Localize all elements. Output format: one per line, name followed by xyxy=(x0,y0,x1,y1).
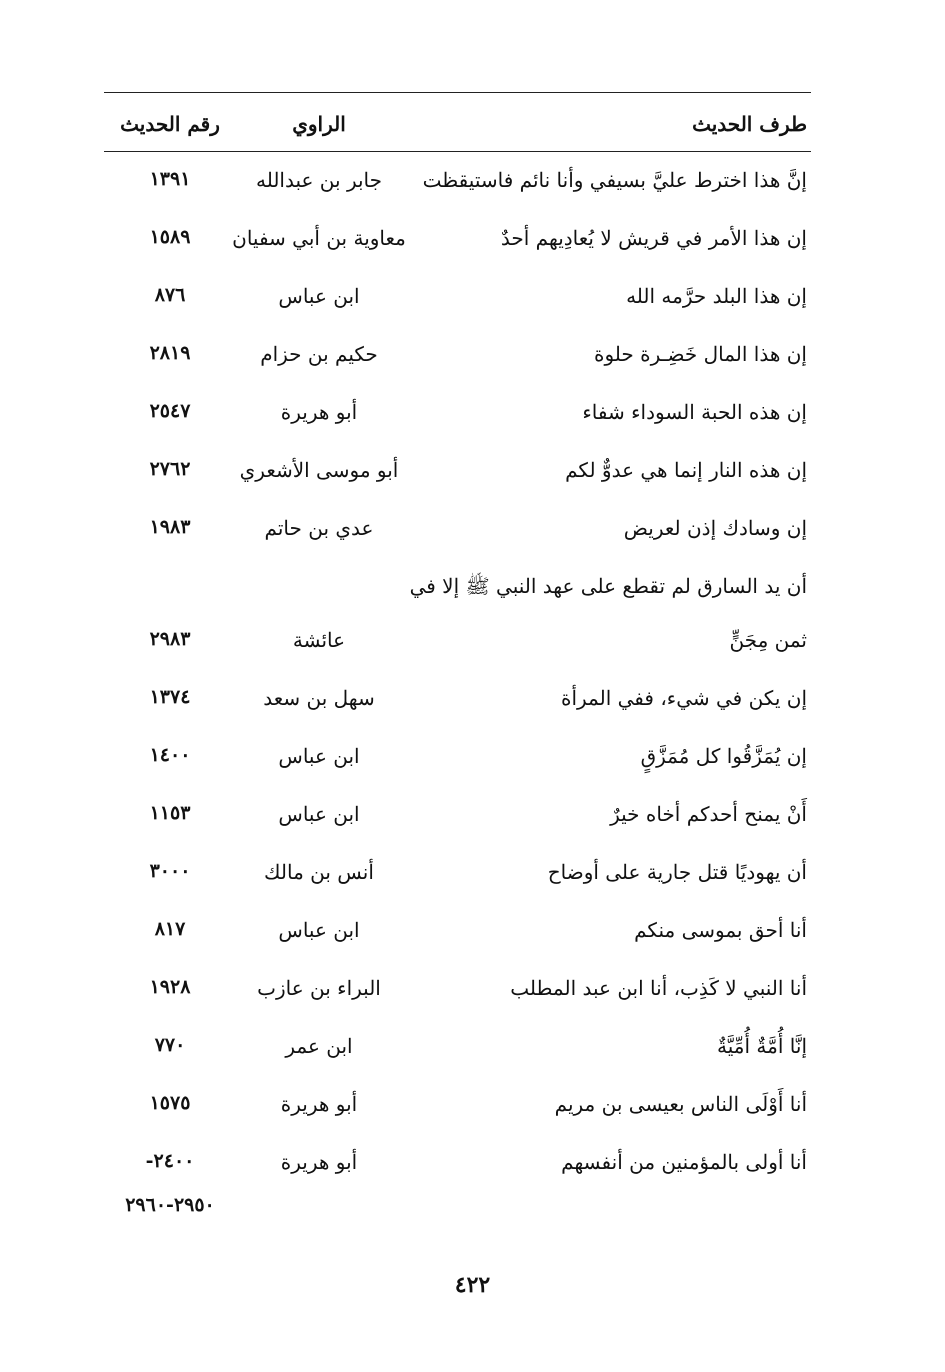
narrator: عدي بن حاتم xyxy=(264,516,374,540)
header-hadith-text: طرف الحديث xyxy=(692,112,807,136)
table-row xyxy=(104,384,811,442)
page-number: ٤٢٢ xyxy=(454,1272,491,1298)
header-narrator: الراوي xyxy=(292,112,346,136)
narrator: أبو موسى الأشعري xyxy=(239,458,399,482)
table-row xyxy=(104,500,811,558)
narrator: ابن عباس xyxy=(278,918,360,942)
hadith-text: إن هذه الحبة السوداء شفاء xyxy=(582,400,807,424)
table-row xyxy=(104,1076,811,1134)
hadith-text: أنا أحق بموسى منكم xyxy=(634,918,807,942)
table-row xyxy=(104,612,811,670)
narrator: أبو هريرة xyxy=(280,400,358,424)
narrator: ابن عمر xyxy=(285,1034,353,1058)
narrator: أنس بن مالك xyxy=(264,860,374,884)
hadith-number: ١٤٠٠ xyxy=(149,744,191,766)
hadith-text: إن هذا المال خَضِـرة حلوة xyxy=(594,342,807,366)
hadith-text: إن هذه النار إنما هي عدوٌّ لكم xyxy=(565,458,807,482)
hadith-number: ١٩٢٨ xyxy=(149,976,191,998)
hadith-number: ١٣٩١ xyxy=(149,168,191,190)
narrator: ابن عباس xyxy=(278,744,360,768)
hadith-text: إن هذا الأمر في قريش لا يُعادِيهم أحدٌ xyxy=(500,226,807,250)
table-row xyxy=(104,268,811,326)
hadith-text: إن يُمَزَّقُوا كل مُمَزَّقٍ xyxy=(640,744,807,768)
hadith-text: أنا النبي لا كَذِب، أنا ابن عبد المطلب xyxy=(510,976,807,1000)
narrator: البراء بن عازب xyxy=(257,976,381,1000)
table-row xyxy=(104,728,811,786)
table-row xyxy=(104,1018,811,1076)
table-row xyxy=(104,1134,811,1192)
table-row xyxy=(104,844,811,902)
hadith-number: ٢٨١٩ xyxy=(149,342,191,364)
narrator: أبو هريرة xyxy=(280,1150,358,1174)
table-row xyxy=(104,442,811,500)
hadith-text: إنَّ هذا اخترط عليَّ بسيفي وأنا نائم فاستيقظت xyxy=(422,168,807,192)
narrator: سهل بن سعد xyxy=(263,686,375,710)
hadith-number: ١١٥٣ xyxy=(149,802,191,824)
hadith-text: أنا أَوْلَى الناس بعيسى بن مريم xyxy=(554,1092,807,1116)
narrator: ابن عباس xyxy=(278,284,360,308)
header-hadith-number: رقم الحديث xyxy=(120,112,220,136)
table-row xyxy=(104,558,811,616)
hadith-text: أن يد السارق لم تقطع على عهد النبي ﷺ إلا في xyxy=(409,574,807,598)
hadith-text: أَنْ يمنح أحدكم أخاه خيرٌ xyxy=(610,802,807,826)
hadith-text: إنَّا أُمَّةٌ أُمِّيَّةٌ xyxy=(717,1034,807,1058)
narrator: أبو هريرة xyxy=(280,1092,358,1116)
hadith-number: ٨٧٦ xyxy=(154,284,186,306)
hadith-number: ١٩٨٣ xyxy=(149,516,191,538)
table-row xyxy=(104,152,811,210)
table-row xyxy=(104,670,811,728)
hadith-number: ٣٠٠٠ xyxy=(149,860,191,882)
hadith-number: ٢٩٨٣ xyxy=(149,628,191,650)
table-row xyxy=(104,210,811,268)
hadith-text: أنا أولى بالمؤمنين من أنفسهم xyxy=(561,1150,807,1174)
hadith-number: ٨١٧ xyxy=(154,918,186,940)
hadith-number: ١٥٧٥ xyxy=(149,1092,191,1114)
table-header xyxy=(104,106,811,146)
narrator: ابن عباس xyxy=(278,802,360,826)
hadith-number: ٧٧٠ xyxy=(154,1034,186,1056)
hadith-number: ٢٧٦٢ xyxy=(149,458,191,480)
hadith-number: ١٥٨٩ xyxy=(149,226,191,248)
hadith-number: ٢٤٠٠- xyxy=(145,1150,195,1172)
hadith-number: ١٣٧٤ xyxy=(149,686,191,708)
table-row xyxy=(104,902,811,960)
table-row xyxy=(104,960,811,1018)
hadith-text: ثمن مِجَنٍّ xyxy=(729,628,807,652)
hadith-text: إن وسادك إذن لعريض xyxy=(623,516,807,540)
hadith-number: ٢٥٤٧ xyxy=(149,400,191,422)
hadith-text: إن يكن في شيء، ففي المرأة xyxy=(560,686,807,710)
continued-hadith-numbers: ٢٩٥٠-٢٩٦٠ xyxy=(125,1194,215,1216)
hadith-text: إن هذا البلد حرَّمه الله xyxy=(626,284,807,308)
narrator: جابر بن عبدالله xyxy=(255,168,383,192)
narrator: معاوية بن أبي سفيان xyxy=(232,226,406,250)
top-rule xyxy=(104,92,811,93)
hadith-text: أن يهوديًا قتل جارية على أوضاح xyxy=(547,860,807,884)
table-row xyxy=(104,326,811,384)
narrator: عائشة xyxy=(292,628,346,652)
table-row xyxy=(104,786,811,844)
narrator: حكيم بن حزام xyxy=(260,342,378,366)
